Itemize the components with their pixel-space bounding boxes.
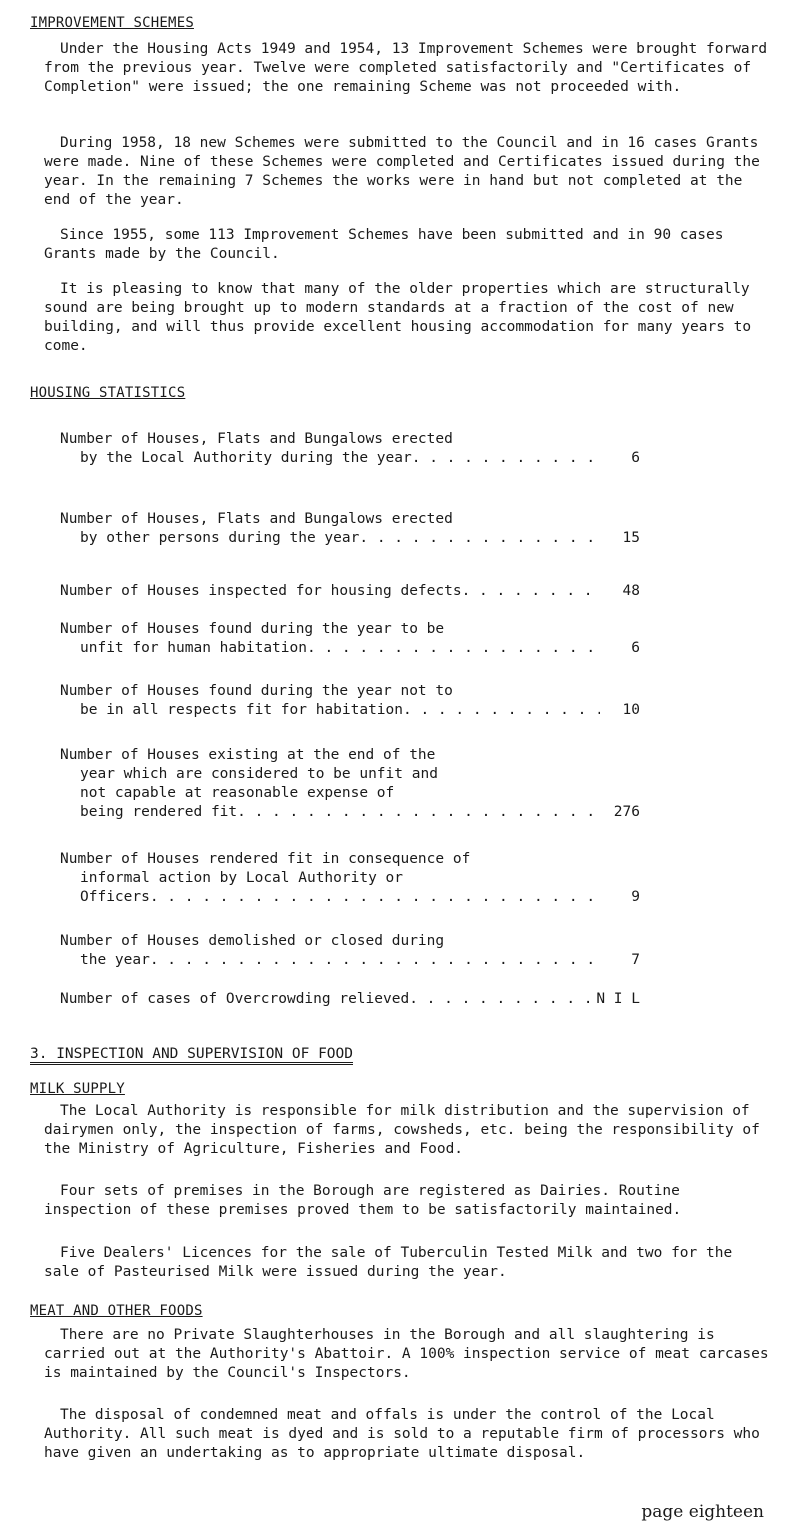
stat-value: 7	[631, 952, 640, 968]
stat-item: Number of Houses inspected for housing defects . . . 48	[60, 582, 640, 601]
stat-value: 10	[622, 702, 640, 718]
housing-statistics-heading: HOUSING STATISTICS	[30, 385, 186, 401]
improvement-schemes-heading: IMPROVEMENT SCHEMES	[30, 15, 194, 31]
milk-paragraph-2: Four sets of premises in the Borough are registered as Dairies. Routine inspection of these premises proved them to be satisfactorily maintained.	[44, 1183, 682, 1218]
stat-item: Number of Houses, Flats and Bungalows erected by the Local Authority during the year . . . 6	[60, 430, 640, 468]
stat-item: Number of Houses found during the year not to be in all respects fit for habitation . . . 10	[60, 682, 640, 720]
stat-value: 48	[622, 583, 640, 599]
stat-value: 276	[613, 804, 640, 820]
improvement-paragraph-4: It is pleasing to know that many of the older properties which are structurally sound are being brought up to modern standards at a fraction of the cost of new building, and will thus provide excellent housing accommodation for many years to come.	[44, 281, 752, 354]
page-number-label: page eighteen	[641, 1502, 764, 1522]
stat-item: Number of cases of Overcrowding relieved . . . N I L	[60, 990, 640, 1009]
milk-paragraph-3: Five Dealers' Licences for the sale of Tuberculin Tested Milk and two for the sale of Pasteurised Milk were issued during the year.	[44, 1245, 733, 1280]
stat-item: Number of Houses, Flats and Bungalows erected by other persons during the year . . . 15	[60, 510, 640, 548]
stat-item: Number of Houses found during the year to be unfit for human habitation . . . 6	[60, 620, 640, 658]
stat-value: 15	[622, 530, 640, 546]
improvement-paragraph-1: Under the Housing Acts 1949 and 1954, 13 Improvement Schemes were brought forward from the previous year. Twelve were completed satisfactorily and "Certificates of Completion" were issued; the one remaining Scheme was not proceeded with.	[44, 41, 768, 95]
stat-item: Number of Houses rendered fit in consequence of informal action by Local Authority or Officers . . . 9	[60, 850, 640, 907]
meat-other-foods-heading: MEAT AND OTHER FOODS	[30, 1303, 203, 1319]
milk-paragraph-1: The Local Authority is responsible for milk distribution and the supervision of dairymen only, the inspection of farms, cowsheds, etc. being the responsibility of the Ministry of Agriculture, Fisheries and Food.	[44, 1103, 760, 1157]
improvement-paragraph-3: Since 1955, some 113 Improvement Schemes have been submitted and in 90 cases Grants made by the Council.	[44, 227, 724, 262]
stat-value: 9	[631, 889, 640, 905]
stat-value: 6	[631, 640, 640, 656]
stat-item: Number of Houses demolished or closed during the year . . . 7	[60, 932, 640, 970]
stat-value: 6	[631, 450, 640, 466]
stat-item: Number of Houses existing at the end of the year which are considered to be unfit and not capable at reasonable expense of being rendered fit . . . 276	[60, 746, 640, 822]
improvement-paragraph-2: During 1958, 18 new Schemes were submitted to the Council and in 16 cases Grants were made. Nine of these Schemes were completed and Certificates issued during the year. In the remaining 7 Schemes the works were in hand but not completed at the end of the year.	[44, 135, 760, 208]
food-section-title: 3. INSPECTION AND SUPERVISION OF FOOD	[30, 1046, 353, 1065]
meat-paragraph-2: The disposal of condemned meat and offals is under the control of the Local Authority. All such meat is dyed and is sold to a reputable firm of processors who have given an undertaking as to appropriate ultimate disposal.	[44, 1407, 760, 1461]
meat-paragraph-1: There are no Private Slaughterhouses in the Borough and all slaughtering is carried out at the Authority's Abattoir. A 100% inspection service of meat carcases is maintained by the Council's Inspectors.	[44, 1327, 769, 1381]
stat-value: N I L	[596, 991, 640, 1007]
milk-supply-heading: MILK SUPPLY	[30, 1081, 125, 1097]
